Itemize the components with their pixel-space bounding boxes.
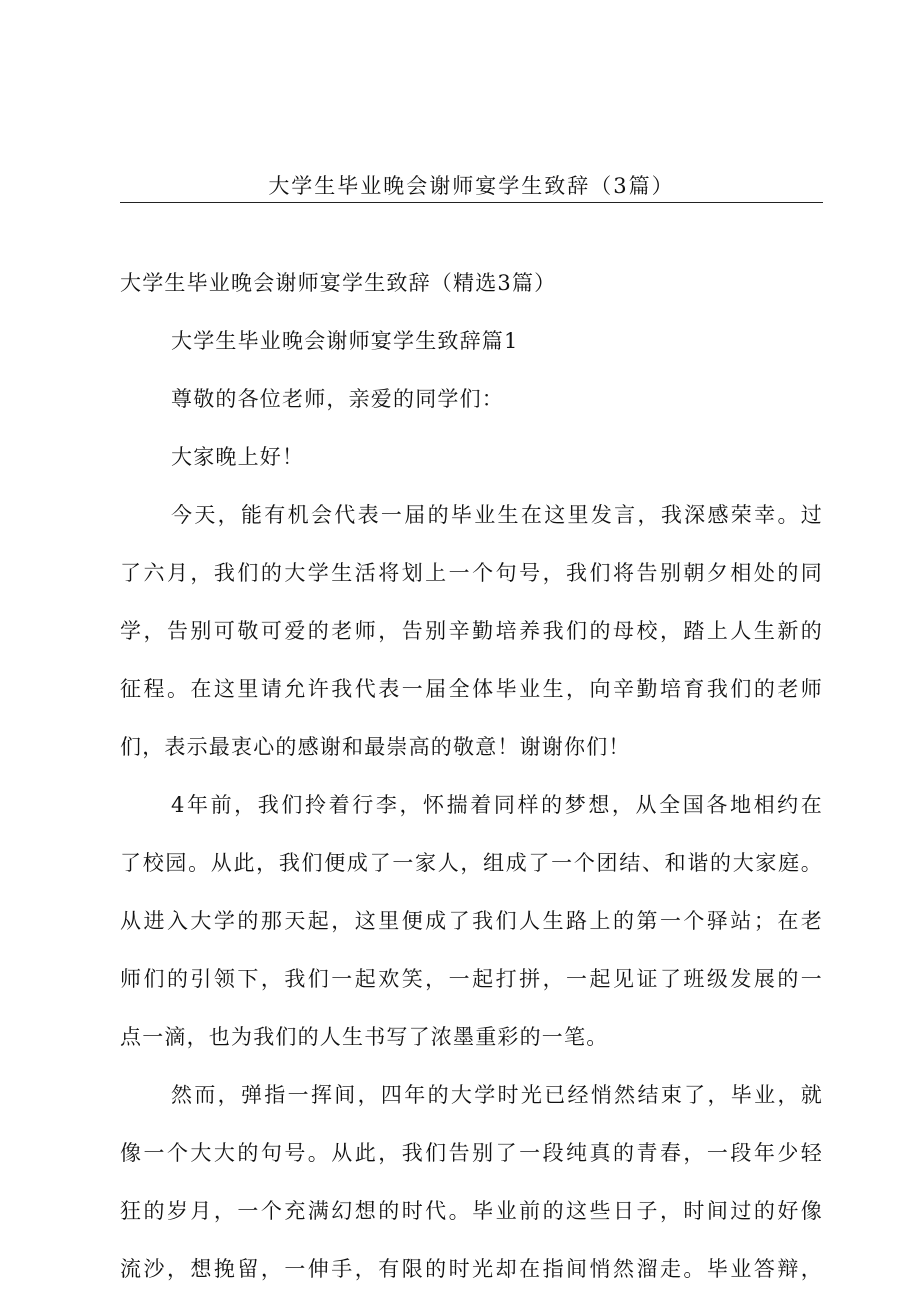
paragraph-line: 师们的引领下，我们一起欢笑，一起打拼，一起见证了班级发展的一 [120,967,823,991]
paragraph-line: 了六月，我们的大学生活将划上一个句号，我们将告别朝夕相处的同 [120,561,823,585]
paragraph-line: 4年前，我们拎着行李，怀揣着同样的梦想，从全国各地相约在 [171,793,823,817]
paragraph-2 [120,792,823,1051]
paragraph-line: 然而，弹指一挥间，四年的大学时光已经悄然结束了，毕业，就 [171,1083,823,1107]
header-divider [120,202,823,203]
section-subheading: 大学生毕业晚会谢师宴学生致辞篇1 [171,329,519,353]
document-heading: 大学生毕业晚会谢师宴学生致辞（精选3篇） [120,271,557,295]
salutation: 尊敬的各位老师，亲爱的同学们： [171,387,504,411]
paragraph-line: 征程。在这里请允许我代表一届全体毕业生，向辛勤培育我们的老师 [120,677,823,701]
paragraph-line: 们，表示最衷心的感谢和最崇高的敬意！谢谢你们！ [120,735,631,759]
paragraph-line: 流沙，想挽留，一伸手，有限的时光却在指间悄然溜走。毕业答辩， [120,1257,823,1281]
paragraph-3 [120,1082,823,1283]
greeting: 大家晚上好！ [171,445,305,469]
paragraph-line: 学，告别可敬可爱的老师，告别辛勤培养我们的母校，踏上人生新的 [120,619,823,643]
paragraph-line: 像一个大大的句号。从此，我们告别了一段纯真的青春，一段年少轻 [120,1141,823,1165]
paragraph-line: 狂的岁月，一个充满幻想的时代。毕业前的这些日子，时间过的好像 [120,1199,823,1223]
paragraph-line: 今天，能有机会代表一届的毕业生在这里发言，我深感荣幸。过 [171,503,823,527]
paragraph-line: 从进入大学的那天起，这里便成了我们人生路上的第一个驿站；在老 [120,909,823,933]
page-header-title: 大学生毕业晚会谢师宴学生致辞（3篇） [268,174,675,198]
paragraph-line: 点一滴，也为我们的人生书写了浓墨重彩的一笔。 [120,1025,609,1049]
paragraph-line: 了校园。从此，我们便成了一家人，组成了一个团结、和谐的大家庭。 [120,851,823,875]
paragraph-1 [120,502,823,761]
document-body [120,270,823,1314]
